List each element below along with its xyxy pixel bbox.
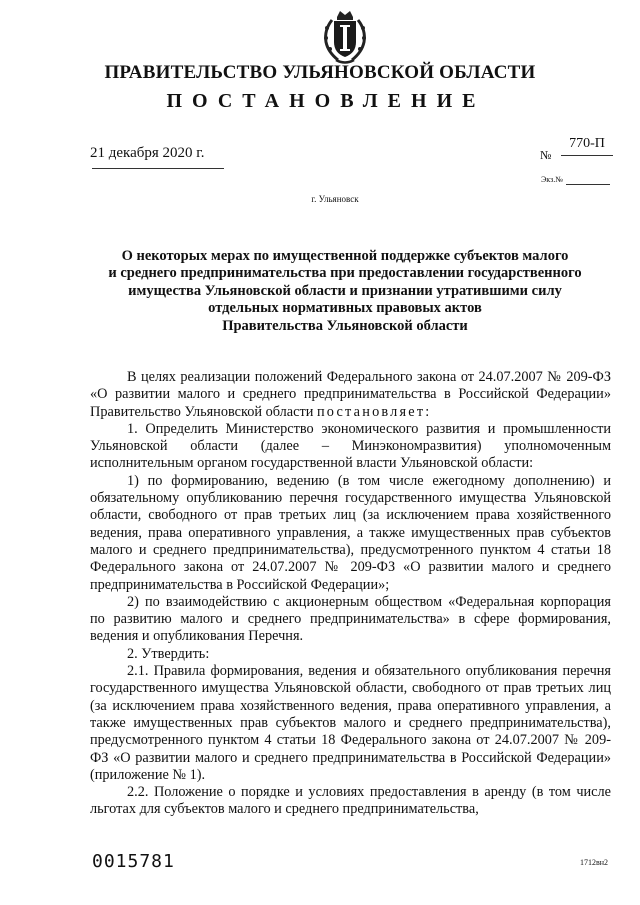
- paragraph-1-2: 2) по взаимодействию с акционерным обществом «Федеральная корпорация по развитию малого и среднего предпринимательства» в сфере формирования, ведения и опубликования Перечня.: [90, 593, 611, 645]
- copy-number-line: [566, 184, 610, 185]
- title-line: и среднего предпринимательства при предоставлении государственного: [108, 265, 582, 282]
- copy-number-label: Экз.№: [541, 175, 563, 184]
- paragraph-2: 2. Утвердить:: [127, 645, 210, 662]
- date-underline: [92, 168, 224, 169]
- serial-number: 0015781: [92, 851, 175, 872]
- government-title: ПРАВИТЕЛЬСТВО УЛЬЯНОВСКОЙ ОБЛАСТИ: [104, 62, 536, 83]
- title-line: имущества Ульяновской области и признании утратившими силу: [128, 282, 562, 299]
- coat-of-arms-icon: [318, 8, 372, 66]
- postanovlyaet-word: постановляет:: [316, 403, 432, 420]
- document-date: 21 декабря 2020 г.: [90, 145, 205, 161]
- preamble-text: В целях реализации положений Федерального закона от 24.07.2007 № 209-ФЗ «О развитии малого и среднего предпринимательства в Российской Федерации» Правительство Ульяновской области: [90, 369, 611, 420]
- title-line: Правительства Ульяновской области: [222, 317, 468, 334]
- number-label: №: [540, 148, 552, 162]
- title-line: отдельных нормативных правовых актов: [208, 300, 482, 317]
- preamble-paragraph: [90, 369, 611, 421]
- print-code: 1712вн2: [580, 858, 609, 867]
- document-title: [90, 248, 600, 335]
- title-line: О некоторых мерах по имущественной поддержке субъектов малого: [121, 248, 569, 264]
- paragraph-2-1: 2.1. Правила формирования, ведения и обязательного опубликования перечня государственного имущества Ульяновской области, свободного от прав третьих лиц (за исключением права хозяйственного ведения, права оперативного управления, а также имущественных прав субъектов малого и среднего предпринимательства), предусмотренного пунктом 4 статьи 18 Федерального закона от 24.07.2007 № 209-ФЗ «О развитии малого и среднего предпринимательства в Российской Федерации» (приложение № 1).: [90, 663, 611, 783]
- document-number: 770-П: [561, 136, 613, 156]
- document-type-heading: ПОСТАНОВЛЕНИЕ: [166, 90, 486, 112]
- paragraph-1: 1. Определить Министерство экономического развития и промышленности Ульяновской области (далее – Минэкономразвития) уполномоченным исполнительным органом государственной власти Ульяновской области:: [90, 420, 611, 472]
- city: г. Ульяновск: [311, 194, 359, 204]
- paragraph-1-1: 1) по формированию, ведению (в том числе ежегодному дополнению) и обязательному опубликованию перечня государственного имущества Ульяновской области, свободного от прав третьих лиц (за исключением права хозяйственного ведения, права оперативного управления, а также имущественных прав субъектов малого и среднего предпринимательства), предусмотренного пунктом 4 статьи 18 Федерального закона от 24.07.2007 № 209-ФЗ «О развитии малого и среднего предпринимательства в Российской Федерации»;: [90, 472, 611, 593]
- document-body: [90, 369, 611, 819]
- paragraph-2-2: 2.2. Положение о порядке и условиях предоставления в аренду (в том числе льготах для субъектов малого и среднего предпринимательства,: [90, 784, 611, 818]
